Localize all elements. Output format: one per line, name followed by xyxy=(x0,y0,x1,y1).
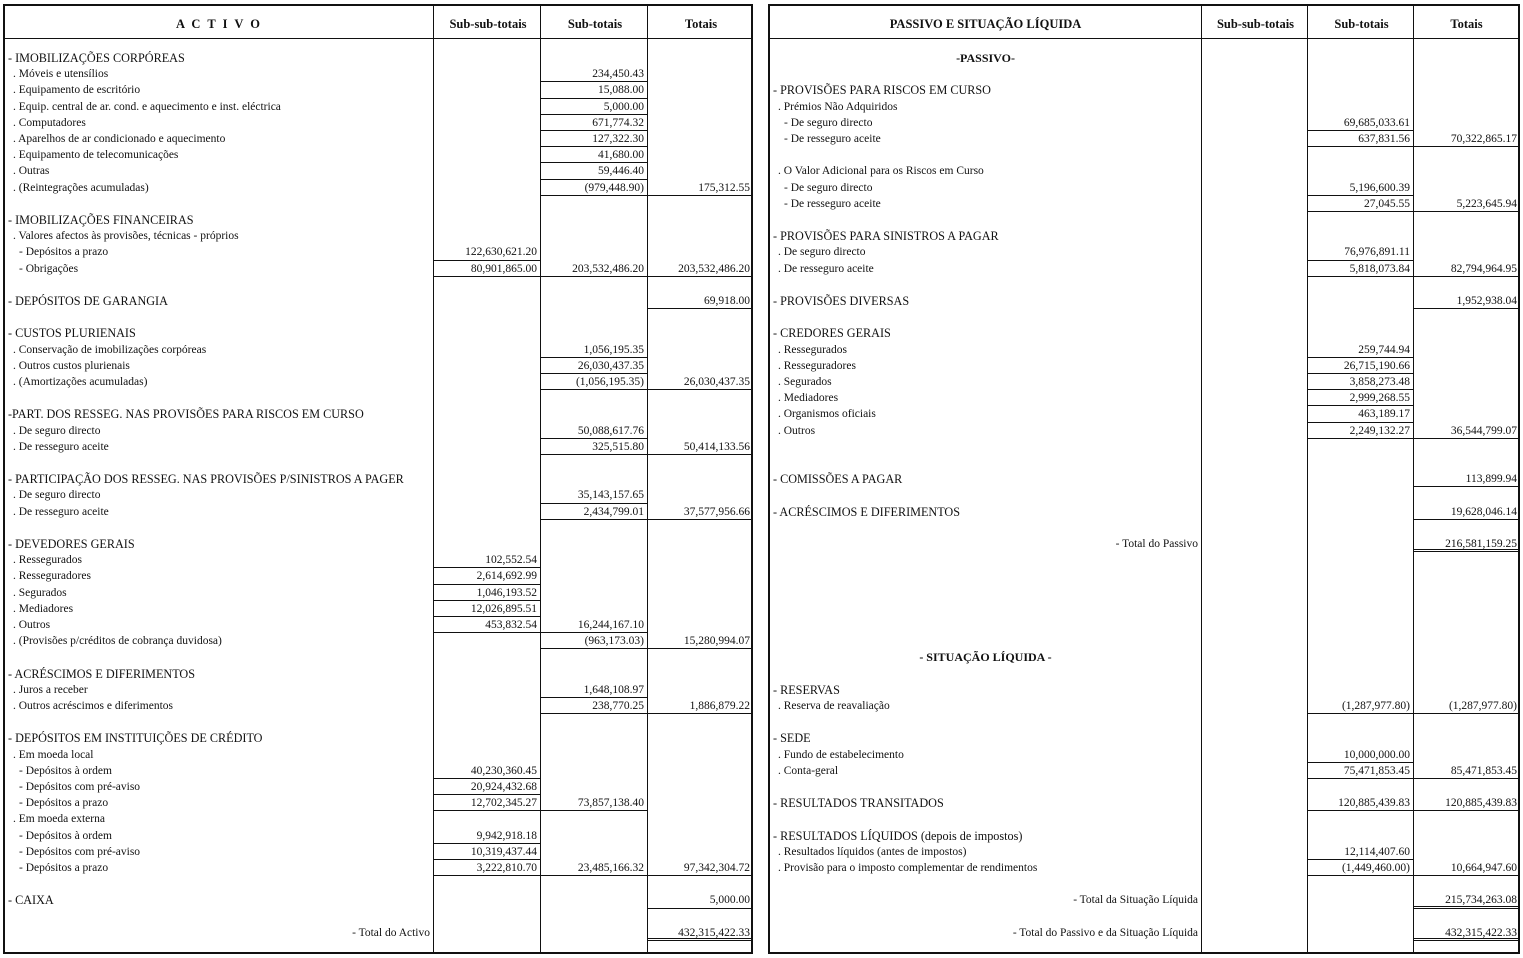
col-totais: Totais xyxy=(1450,17,1483,31)
sub-total-value: 259,744.94 xyxy=(1308,342,1413,358)
section-label: - SEDE xyxy=(773,731,811,746)
table-row xyxy=(770,196,1518,212)
row-label: . Em moeda externa xyxy=(13,813,105,826)
total-value: 26,030,437.35 xyxy=(648,374,753,390)
row-label: . Outras xyxy=(13,165,50,178)
total-row xyxy=(770,925,1518,941)
section-row xyxy=(5,536,751,552)
section-label: - RESERVAS xyxy=(773,682,840,697)
sub-total-value: 23,485,166.32 xyxy=(541,860,647,876)
row-label: . Conta-geral xyxy=(778,764,839,777)
row-label: . Resseguradores xyxy=(778,359,856,372)
sub-total-value: 41,680.00 xyxy=(541,147,647,163)
section-label: - RESULTADOS TRANSITADOS xyxy=(773,796,944,811)
table-row xyxy=(770,423,1518,439)
sub-total-value: 69,685,033.61 xyxy=(1308,115,1413,131)
sub-total-value: 2,249,132.27 xyxy=(1308,423,1413,439)
total-value: 85,471,853.45 xyxy=(1414,763,1520,779)
table-row xyxy=(5,66,751,82)
col-totais: Totais xyxy=(684,17,718,31)
heading-row xyxy=(770,649,1518,665)
row-label: - Depósitos com pré-aviso xyxy=(19,781,141,793)
sub-total-value: (1,449,460.00) xyxy=(1308,860,1413,876)
sub-sub-total-value: 9,942,918.18 xyxy=(434,828,540,844)
table-row xyxy=(5,374,751,390)
table-row xyxy=(5,99,751,115)
section-row xyxy=(770,730,1518,746)
section-label: - PROVISÕES PARA RISCOS EM CURSO xyxy=(773,83,991,98)
section-row xyxy=(5,666,751,682)
section-label: - DEPÓSITOS EM INSTITUIÇÕES DE CRÉDITO xyxy=(8,731,263,746)
sub-total-value: 120,885,439.83 xyxy=(1308,795,1413,811)
section-label: - DEVEDORES GERAIS xyxy=(8,537,135,551)
row-label: - Depósitos à ordem xyxy=(19,764,112,777)
passivo-header-row xyxy=(770,6,1518,39)
sub-total-value: 1,648,108.97 xyxy=(541,682,647,698)
sub-total-value: (979,448.90) xyxy=(541,180,647,196)
total-value: 216,581,159.25 xyxy=(1414,536,1520,552)
sub-sub-total-value: 102,552.54 xyxy=(434,552,540,568)
section-label: - RESULTADOS LÍQUIDOS (depois de impostos) xyxy=(773,828,1023,843)
row-label: . Equipamento de escritório xyxy=(13,84,141,97)
sub-total-value: 2,999,268.55 xyxy=(1308,390,1413,406)
section-row xyxy=(5,293,751,309)
section-label: - IMOBILIZAÇÕES FINANCEIRAS xyxy=(8,213,194,227)
row-label: - Depósitos à ordem xyxy=(19,829,112,842)
section-heading: -PASSIVO- xyxy=(956,51,1015,65)
table-row xyxy=(5,795,751,811)
table-row xyxy=(5,763,751,779)
row-label: . Segurados xyxy=(778,376,832,388)
sub-total-value: 26,030,437.35 xyxy=(541,358,647,374)
total-value: 432,315,422.33 xyxy=(1414,925,1520,941)
activo-table xyxy=(3,4,753,954)
row-label: . Outros xyxy=(778,424,816,437)
total-row xyxy=(5,925,751,941)
table-row xyxy=(770,180,1518,196)
table-row xyxy=(5,747,751,763)
section-label: - ACRÉSCIMOS E DIFERIMENTOS xyxy=(8,666,196,681)
passivo-title: PASSIVO E SITUAÇÃO LÍQUIDA xyxy=(889,17,1082,31)
table-row xyxy=(770,406,1518,422)
table-row xyxy=(770,844,1518,860)
sub-sub-total-value: 1,046,193.52 xyxy=(434,585,540,601)
sub-sub-total-value: 20,924,432.68 xyxy=(434,779,540,795)
table-row xyxy=(770,698,1518,714)
sub-sub-total-value: 453,832.54 xyxy=(434,617,540,633)
table-row xyxy=(5,568,751,584)
table-row xyxy=(770,763,1518,779)
section-row xyxy=(5,325,751,341)
total-value: 215,734,263.08 xyxy=(1414,892,1520,908)
row-label: - Depósitos com pré-aviso xyxy=(19,845,141,858)
row-label: . Aparelhos de ar condicionado e aquecimento xyxy=(13,133,226,145)
total-value: 19,628,046.14 xyxy=(1414,504,1520,520)
row-label: . Outros acréscimos e diferimentos xyxy=(13,700,173,712)
table-row xyxy=(5,163,751,179)
row-label: - Depósitos a prazo xyxy=(19,246,109,259)
table-row xyxy=(5,860,751,876)
table-row xyxy=(5,82,751,98)
table-row xyxy=(5,342,751,358)
section-row xyxy=(770,682,1518,698)
sub-total-value: 5,196,600.39 xyxy=(1308,180,1413,196)
section-heading: - SITUAÇÃO LÍQUIDA - xyxy=(919,650,1052,665)
row-label: . De seguro directo xyxy=(13,424,101,437)
section-row xyxy=(770,325,1518,341)
table-row xyxy=(5,131,751,147)
activo-header-row xyxy=(5,6,751,39)
sub-sub-total-value: 12,026,895.51 xyxy=(434,601,540,617)
sub-sub-total-value: 2,614,692.99 xyxy=(434,568,540,584)
row-label: . Equip. central de ar. cond. e aquecimento e inst. eléctrica xyxy=(13,100,281,113)
total-label: - Total do Passivo e da Situação Líquida xyxy=(1012,926,1198,939)
section-row xyxy=(770,228,1518,244)
sub-total-value: 234,450.43 xyxy=(541,66,647,82)
section-row xyxy=(5,471,751,487)
sub-total-value: 12,114,407.60 xyxy=(1308,844,1413,860)
sub-total-value: 27,045.55 xyxy=(1308,196,1413,212)
table-row xyxy=(5,585,751,601)
table-row xyxy=(770,342,1518,358)
total-value: 113,899.94 xyxy=(1414,471,1520,487)
sub-total-value: 5,000.00 xyxy=(541,99,647,115)
total-value: 69,918.00 xyxy=(648,293,753,309)
sub-total-value: 637,831.56 xyxy=(1308,131,1413,147)
total-value: 5,223,645.94 xyxy=(1414,196,1520,212)
row-label: . De seguro directo xyxy=(13,489,101,502)
row-label: - De seguro directo xyxy=(784,116,873,129)
total-label: - Total da Situação Líquida xyxy=(1073,894,1198,907)
table-row xyxy=(5,552,751,568)
row-label: . De seguro directo xyxy=(778,246,866,259)
sub-total-value: 325,515.80 xyxy=(541,439,647,455)
total-value: 70,322,865.17 xyxy=(1414,131,1520,147)
sub-total-value: 75,471,853.45 xyxy=(1308,763,1413,779)
table-row xyxy=(770,244,1518,260)
total-value: 120,885,439.83 xyxy=(1414,795,1520,811)
activo-title: A C T I V O xyxy=(175,17,263,31)
total-value: 203,532,486.20 xyxy=(648,261,753,277)
table-row xyxy=(5,601,751,617)
sub-total-value: 35,143,157.65 xyxy=(541,487,647,503)
row-label: . Em moeda local xyxy=(13,748,94,761)
table-row xyxy=(5,779,751,795)
sub-sub-total-value: 12,702,345.27 xyxy=(434,795,540,811)
sub-sub-total-value: 122,630,621.20 xyxy=(434,244,540,260)
section-row xyxy=(5,892,751,908)
row-label: . Prémios Não Adquiridos xyxy=(778,100,898,113)
table-row xyxy=(5,487,751,503)
table-row xyxy=(5,180,751,196)
section-label: - DEPÓSITOS DE GARANGIA xyxy=(8,294,168,308)
sub-total-value: 3,858,273.48 xyxy=(1308,374,1413,390)
row-label: - De resseguro aceite xyxy=(784,197,881,210)
row-label: . Móveis e utensílios xyxy=(13,68,109,81)
table-row xyxy=(5,228,751,244)
row-label: . De resseguro aceite xyxy=(13,440,109,453)
table-row xyxy=(770,261,1518,277)
row-label: . Valores afectos às provisões, técnicas - próprios xyxy=(13,230,239,243)
row-label: . Resultados líquidos (antes de impostos) xyxy=(778,845,967,858)
sub-total-value: 5,818,073.84 xyxy=(1308,261,1413,277)
section-label: - IMOBILIZAÇÕES CORPÓREAS xyxy=(8,51,185,65)
row-label: . Fundo de estabelecimento xyxy=(778,748,904,761)
row-label: - Obrigações xyxy=(19,262,79,275)
sub-total-value: 2,434,799.01 xyxy=(541,504,647,520)
table-row xyxy=(770,747,1518,763)
total-value: 82,794,964.95 xyxy=(1414,261,1520,277)
sub-sub-total-value: 10,319,437.44 xyxy=(434,844,540,860)
table-row xyxy=(5,504,751,520)
section-label: - COMISSÕES A PAGAR xyxy=(773,472,903,487)
sub-sub-total-value: 40,230,360.45 xyxy=(434,763,540,779)
sub-sub-total-value: 80,901,865.00 xyxy=(434,261,540,277)
total-value: 50,414,133.56 xyxy=(648,439,753,455)
table-row xyxy=(5,115,751,131)
total-value: 37,577,956.66 xyxy=(648,504,753,520)
table-row xyxy=(770,860,1518,876)
table-row xyxy=(5,811,751,827)
row-label: . (Reintegrações acumuladas) xyxy=(13,181,149,194)
passivo-table xyxy=(768,4,1520,954)
row-label: . Mediadores xyxy=(778,392,839,405)
row-label: . Conservação de imobilizações corpóreas xyxy=(13,343,207,356)
section-label: - PARTICIPAÇÃO DOS RESSEG. NAS PROVISÕES P/SINISTROS A PAGER xyxy=(8,472,404,487)
sub-total-value: 73,857,138.40 xyxy=(541,795,647,811)
sub-sub-total-value: 3,222,810.70 xyxy=(434,860,540,876)
sub-total-value: 238,770.25 xyxy=(541,698,647,714)
section-row xyxy=(770,504,1518,520)
section-row xyxy=(770,293,1518,309)
total-label: - Total do Activo xyxy=(352,926,430,939)
row-label: . Provisão para o imposto complementar de rendimentos xyxy=(778,862,1038,874)
table-row xyxy=(5,423,751,439)
row-label: . (Provisões p/créditos de cobrança duvidosa) xyxy=(13,635,222,648)
table-row xyxy=(770,374,1518,390)
table-row xyxy=(770,115,1518,131)
sub-total-value: 203,532,486.20 xyxy=(541,261,647,277)
table-row xyxy=(5,682,751,698)
row-label: . Ressegurados xyxy=(778,343,847,356)
total-value: 5,000.00 xyxy=(648,892,753,908)
section-row xyxy=(5,50,751,66)
table-row xyxy=(5,844,751,860)
table-row xyxy=(5,244,751,260)
sub-total-value: (1,056,195.35) xyxy=(541,374,647,390)
table-row xyxy=(770,163,1518,179)
col-sub-totais: Sub-totais xyxy=(1334,17,1389,31)
sub-total-value: 26,715,190.66 xyxy=(1308,358,1413,374)
sub-total-value: 10,000,000.00 xyxy=(1308,747,1413,763)
section-row xyxy=(770,82,1518,98)
section-label: - PROVISÕES PARA SINISTROS A PAGAR xyxy=(773,229,999,244)
sub-total-value: 127,322.30 xyxy=(541,131,647,147)
section-row xyxy=(770,471,1518,487)
section-row xyxy=(5,212,751,228)
section-row xyxy=(770,795,1518,811)
col-sub-sub-totais: Sub-sub-totais xyxy=(449,17,527,31)
section-row xyxy=(5,406,751,422)
section-label: - CREDORES GERAIS xyxy=(773,326,891,341)
row-label: - De resseguro aceite xyxy=(784,133,881,145)
table-row xyxy=(5,261,751,277)
row-label: . Segurados xyxy=(13,586,67,599)
total-row xyxy=(770,892,1518,908)
table-row xyxy=(770,131,1518,147)
row-label: . (Amortizações acumuladas) xyxy=(13,376,148,388)
sub-total-value: 463,189.17 xyxy=(1308,406,1413,422)
table-row xyxy=(5,358,751,374)
total-value: 36,544,799.07 xyxy=(1414,423,1520,439)
col-sub-sub-totais: Sub-sub-totais xyxy=(1216,17,1295,31)
section-label: - CAIXA xyxy=(8,893,54,908)
table-row xyxy=(5,617,751,633)
table-row xyxy=(770,390,1518,406)
sub-total-value: 50,088,617.76 xyxy=(541,423,647,439)
total-value: 97,342,304.72 xyxy=(648,860,753,876)
row-label: . Ressegurados xyxy=(13,554,82,567)
section-label: - PROVISÕES DIVERSAS xyxy=(773,294,910,308)
table-row xyxy=(5,147,751,163)
row-label: . Computadores xyxy=(13,116,86,129)
sub-total-value: 16,244,167.10 xyxy=(541,617,647,633)
section-row xyxy=(5,730,751,746)
row-label: . Outros xyxy=(13,619,51,631)
section-label: -PART. DOS RESSEG. NAS PROVISÕES PARA RISCOS EM CURSO xyxy=(8,407,364,422)
row-label: . Juros a receber xyxy=(13,683,88,696)
col-sub-totais: Sub-totais xyxy=(567,17,623,31)
row-label: . Reserva de reavaliação xyxy=(778,700,890,712)
row-label: . Mediadores xyxy=(13,602,74,615)
row-label: - Depósitos a prazo xyxy=(19,862,109,874)
sub-total-value: 15,088.00 xyxy=(541,82,647,98)
sub-total-value: 1,056,195.35 xyxy=(541,342,647,358)
row-label: . Organismos oficiais xyxy=(778,408,876,421)
heading-row xyxy=(770,50,1518,66)
total-value: 10,664,947.60 xyxy=(1414,860,1520,876)
sub-total-value: 76,976,891.11 xyxy=(1308,244,1413,260)
row-label: . Outros custos plurienais xyxy=(13,359,130,372)
section-row xyxy=(770,828,1518,844)
section-label: - ACRÉSCIMOS E DIFERIMENTOS xyxy=(773,504,961,519)
total-value: 1,886,879.22 xyxy=(648,698,753,714)
total-row xyxy=(770,536,1518,552)
total-label: - Total do Passivo xyxy=(1115,538,1198,550)
total-value: 15,280,994.07 xyxy=(648,633,753,649)
row-label: . O Valor Adicional para os Riscos em Curso xyxy=(778,165,984,178)
row-label: - De seguro directo xyxy=(784,181,873,194)
table-row xyxy=(5,698,751,714)
table-row xyxy=(770,358,1518,374)
sub-total-value: 59,446.40 xyxy=(541,163,647,179)
table-row xyxy=(5,633,751,649)
row-label: . De resseguro aceite xyxy=(13,505,109,518)
total-value: (1,287,977.80) xyxy=(1414,698,1520,714)
table-row xyxy=(5,828,751,844)
row-label: - Depósitos a prazo xyxy=(19,797,109,810)
total-value: 1,952,938.04 xyxy=(1414,293,1520,309)
total-value: 432,315,422.33 xyxy=(648,925,753,941)
table-row xyxy=(770,99,1518,115)
row-label: . De resseguro aceite xyxy=(778,262,874,275)
sub-total-value: (963,173.03) xyxy=(541,633,647,649)
sub-total-value: 671,774.32 xyxy=(541,115,647,131)
table-row xyxy=(5,439,751,455)
row-label: . Equipamento de telecomunicações xyxy=(13,149,179,162)
sub-total-value: (1,287,977.80) xyxy=(1308,698,1413,714)
row-label: . Resseguradores xyxy=(13,570,91,583)
section-label: - CUSTOS PLURIENAIS xyxy=(8,326,136,341)
total-value: 175,312.55 xyxy=(648,180,753,196)
